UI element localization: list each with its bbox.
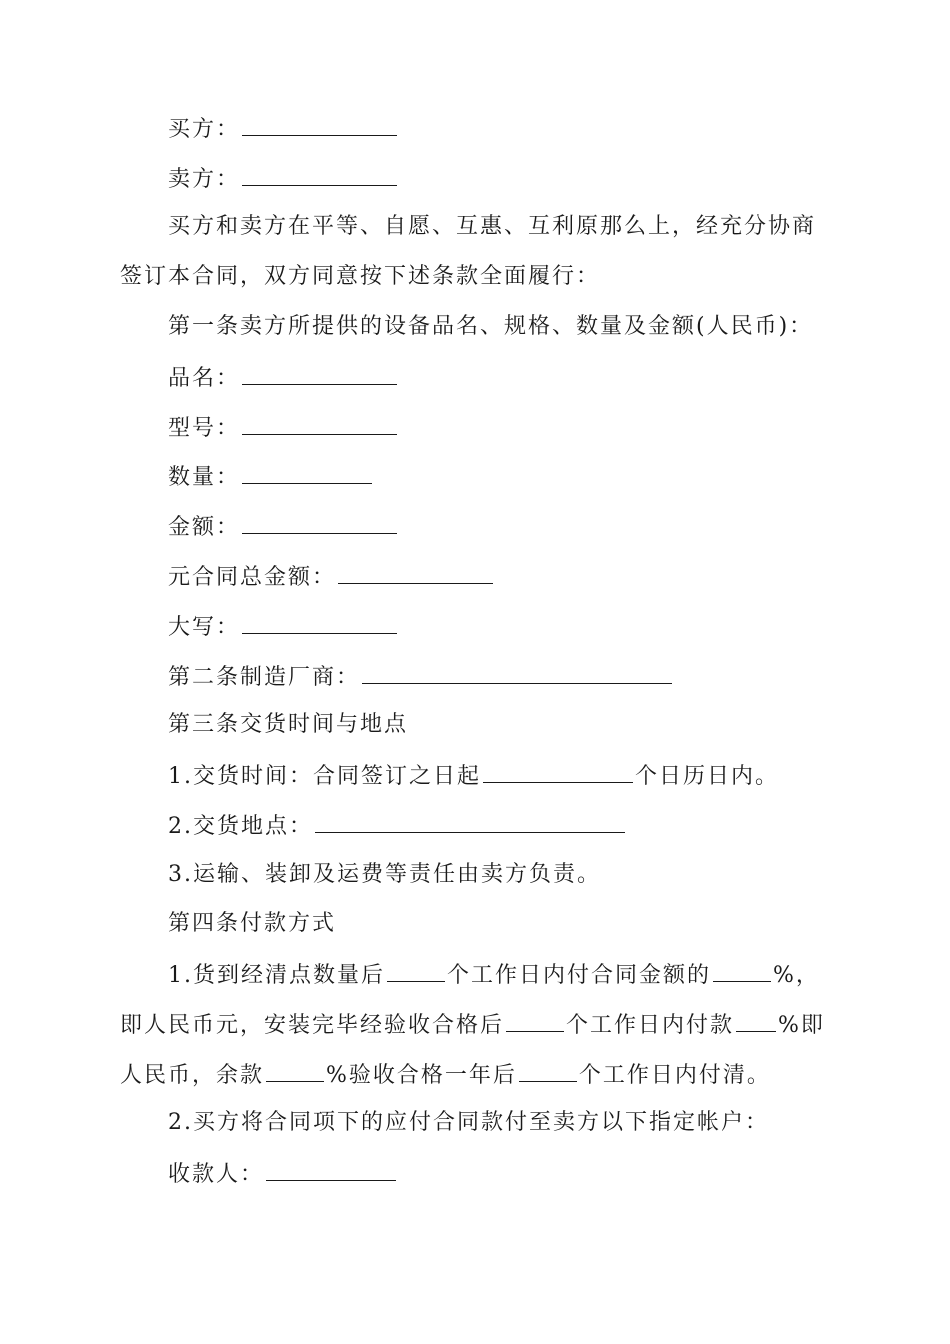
- capital-blank[interactable]: [242, 611, 397, 634]
- bank-clause-line: [120, 1108, 888, 1138]
- quantity-line: [120, 461, 888, 493]
- payment-days-blank-2[interactable]: [506, 1009, 564, 1032]
- bank-clause: 2.买方将合同项下的应付合同款付至卖方以下指定帐户：: [168, 1110, 769, 1135]
- transport-clause: 3.运输、装卸及运费等责任由卖方负责。: [168, 862, 601, 887]
- buyer-blank[interactable]: [242, 113, 397, 136]
- payment-text-3a: 人民币，余款: [120, 1063, 265, 1088]
- payment-text-1b: 个工作日内付合同金额的: [447, 963, 712, 988]
- product-name-line: [120, 362, 888, 394]
- article4-title-text: 第四条付款方式: [168, 911, 337, 936]
- total-amount-blank[interactable]: [338, 561, 493, 584]
- model-line: [120, 412, 888, 444]
- payment-text-2c: %即: [778, 1013, 825, 1038]
- delivery-place-label: 2.交货地点：: [168, 814, 313, 839]
- intro-text-2: 签订本合同，双方同意按下述条款全面履行：: [120, 264, 601, 289]
- transport-line: [120, 860, 888, 890]
- total-amount-label: 元合同总金额：: [168, 565, 337, 590]
- delivery-time-line: [120, 760, 888, 792]
- product-name-label: 品名：: [168, 366, 241, 391]
- amount-line: [120, 511, 888, 543]
- product-name-blank[interactable]: [242, 362, 397, 385]
- payee-label: 收款人：: [168, 1162, 265, 1187]
- payee-blank[interactable]: [266, 1158, 396, 1181]
- model-label: 型号：: [168, 416, 241, 441]
- payment-text-1a: 1.货到经清点数量后: [168, 963, 385, 988]
- article1-title-text: 第一条卖方所提供的设备品名、规格、数量及金额(人民币)：: [168, 314, 814, 339]
- intro-line-1: [120, 212, 888, 242]
- payment-percent-blank-2[interactable]: [736, 1009, 776, 1032]
- delivery-days-blank[interactable]: [483, 760, 633, 783]
- payment-percent-blank-3[interactable]: [266, 1059, 324, 1082]
- article1-title: [120, 312, 888, 342]
- payment-text-2b: 个工作日内付款: [566, 1013, 735, 1038]
- seller-blank[interactable]: [242, 163, 397, 186]
- quantity-blank[interactable]: [242, 461, 372, 484]
- payment-text-1c: %，: [773, 963, 820, 988]
- delivery-time-prefix: 1.交货时间：合同签订之日起: [168, 764, 481, 789]
- buyer-line: [120, 113, 888, 145]
- payment-line-1: [120, 959, 888, 991]
- article2-label: 第二条制造厂商：: [168, 665, 361, 690]
- article2-line: [120, 661, 888, 693]
- payment-text-2a: 即人民币元，安装完毕经验收合格后: [120, 1013, 505, 1038]
- payment-percent-blank-1[interactable]: [713, 959, 771, 982]
- article4-title: [120, 909, 888, 939]
- amount-label: 金额：: [168, 515, 241, 540]
- delivery-place-blank[interactable]: [315, 810, 625, 833]
- total-amount-line: [120, 561, 888, 593]
- seller-line: [120, 163, 888, 195]
- delivery-time-suffix: 个日历日内。: [635, 764, 780, 789]
- capital-label: 大写：: [168, 615, 241, 640]
- quantity-label: 数量：: [168, 465, 241, 490]
- payee-line: [120, 1158, 888, 1190]
- seller-label: 卖方：: [168, 167, 241, 192]
- model-blank[interactable]: [242, 412, 397, 435]
- payment-days-blank-1[interactable]: [387, 959, 445, 982]
- capital-line: [120, 611, 888, 643]
- payment-line-2: [120, 1009, 840, 1041]
- article3-title: [120, 710, 888, 740]
- intro-text-1: 买方和卖方在平等、自愿、互惠、互利原那么上，经充分协商: [168, 214, 817, 239]
- article3-title-text: 第三条交货时间与地点: [168, 712, 409, 737]
- delivery-place-line: [120, 810, 888, 842]
- payment-text-3c: 个工作日内付清。: [578, 1063, 771, 1088]
- manufacturer-blank[interactable]: [362, 661, 672, 684]
- buyer-label: 买方：: [168, 117, 241, 142]
- payment-line-3: [120, 1059, 840, 1091]
- payment-text-3b: %验收合格一年后: [326, 1063, 517, 1088]
- amount-blank[interactable]: [242, 511, 397, 534]
- intro-line-2: [120, 262, 840, 292]
- payment-days-blank-3[interactable]: [519, 1059, 577, 1082]
